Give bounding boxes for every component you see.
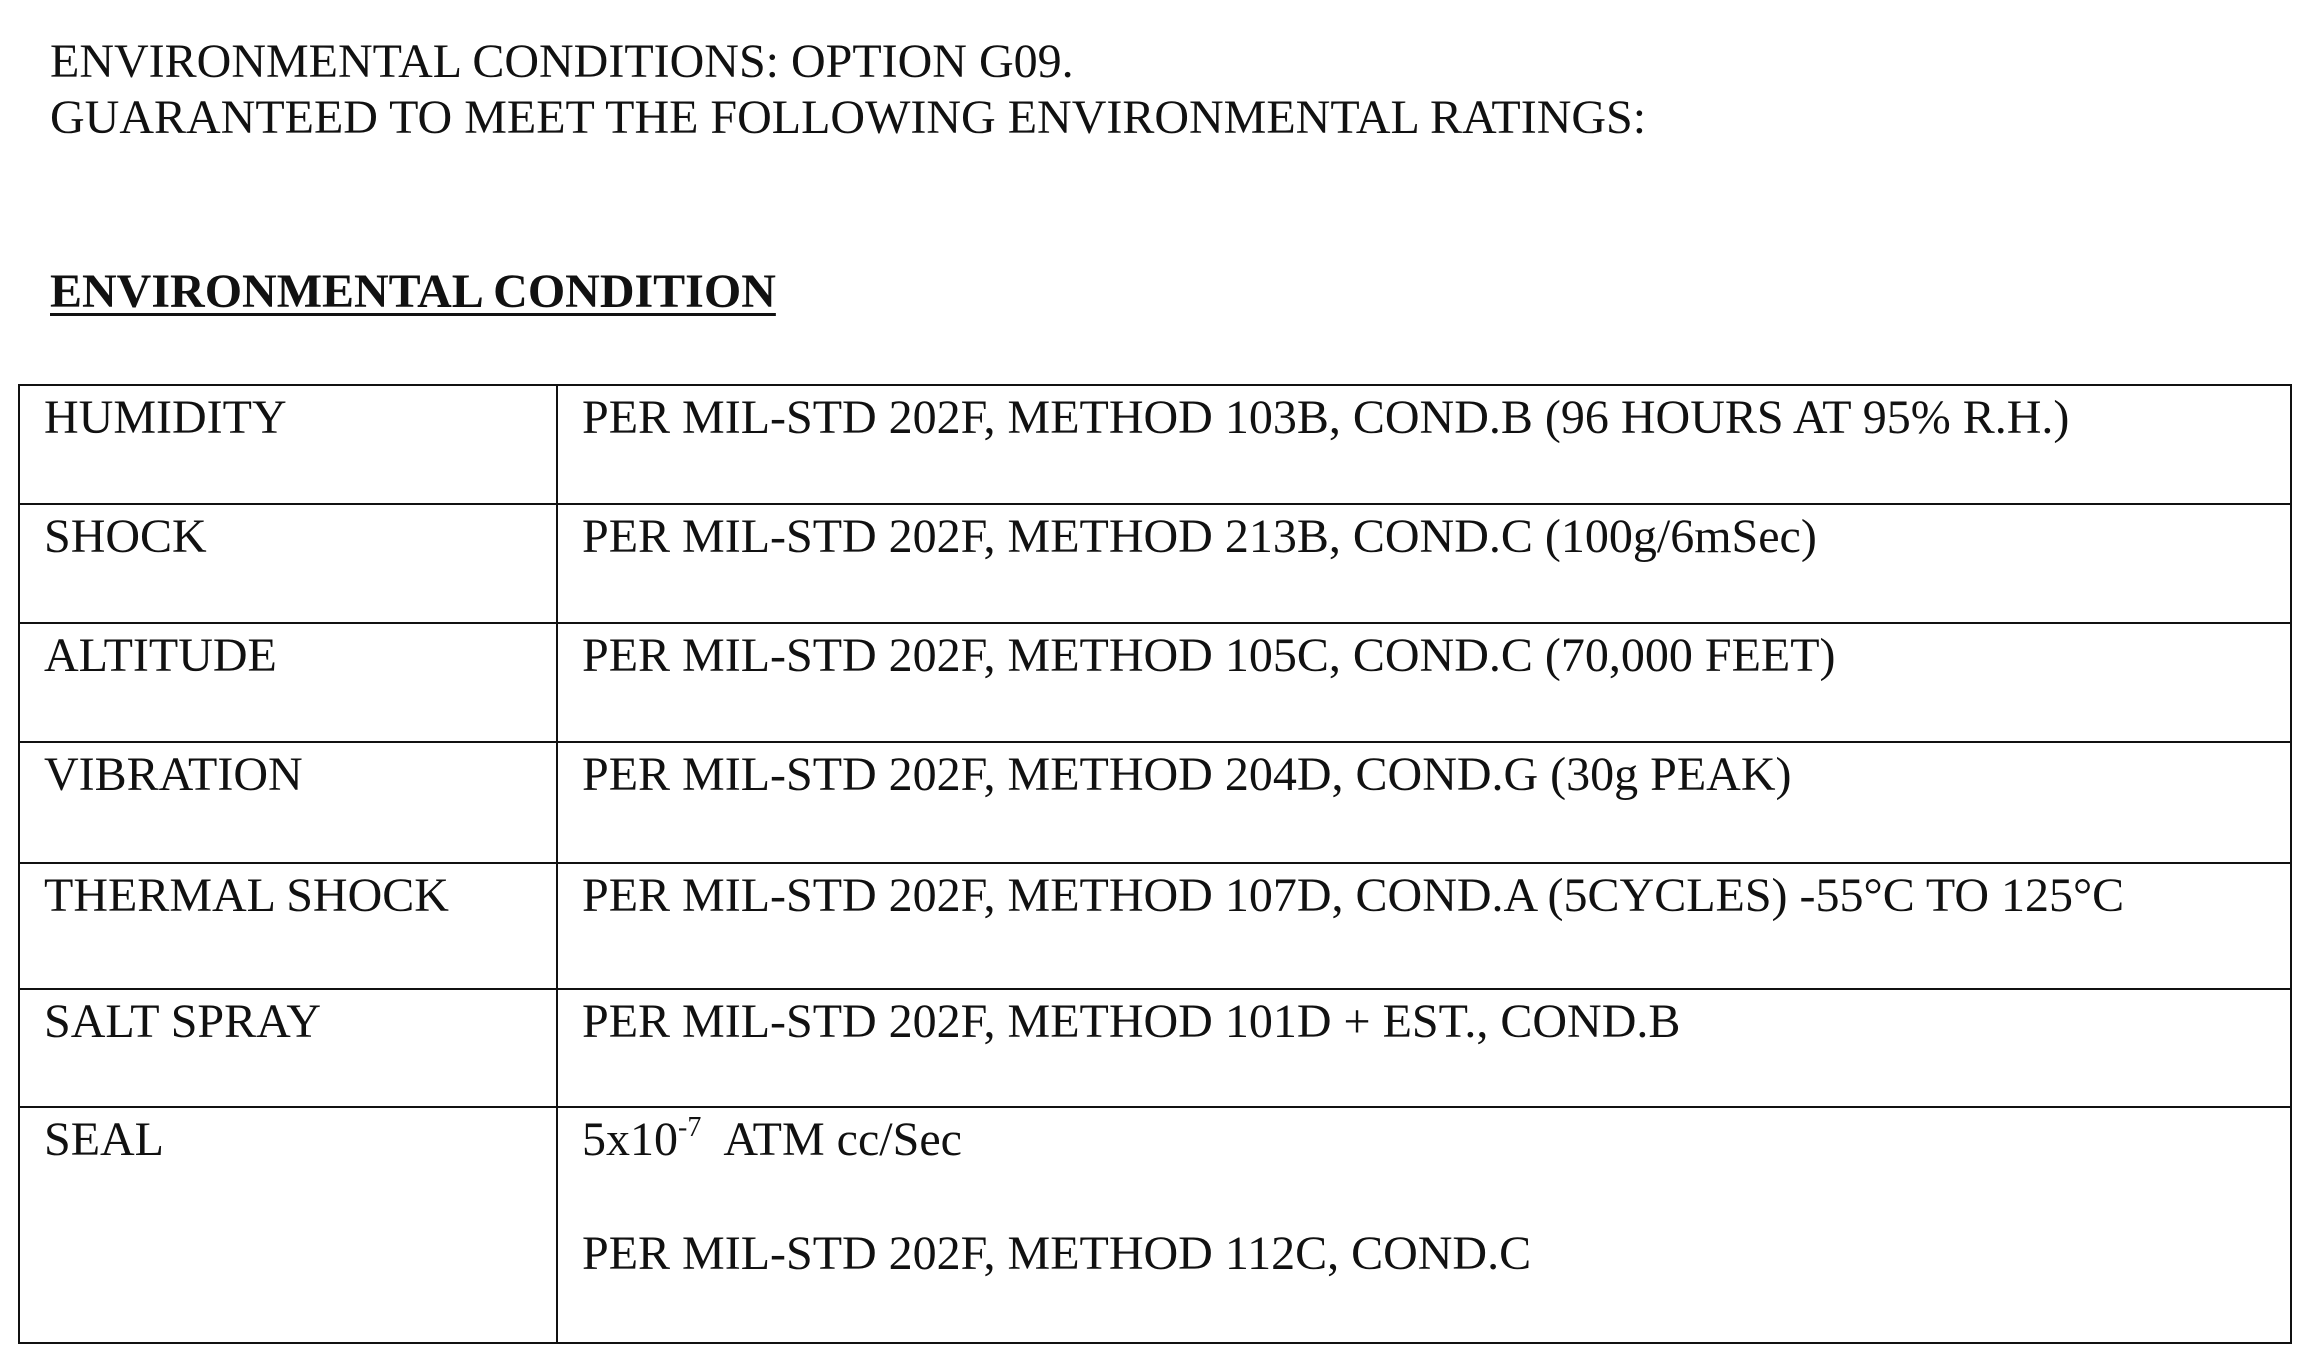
spec-text: PER MIL-STD 202F, METHOD 103B, COND.B (96 HOURS AT 95% R.H.) <box>582 391 2070 444</box>
condition-cell <box>19 742 557 863</box>
spec-text: PER MIL-STD 202F, METHOD 105C, COND.C (70,000 FEET) <box>582 629 1836 682</box>
spec-text: PER MIL-STD 202F, METHOD 204D, COND.G (30g PEAK) <box>582 748 1792 801</box>
condition-cell <box>19 385 557 504</box>
table-row-seal <box>19 1107 2291 1343</box>
condition-label: VIBRATION <box>44 748 303 801</box>
leak-rate-base: 5x10 <box>582 1113 678 1166</box>
intro-line-option: ENVIRONMENTAL CONDITIONS: OPTION G09. <box>50 35 1074 88</box>
spec-cell <box>557 989 2291 1107</box>
section-heading: ENVIRONMENTAL CONDITION <box>50 265 776 318</box>
condition-label: SEAL <box>44 1113 164 1166</box>
table-row <box>19 742 2291 863</box>
condition-label: THERMAL SHOCK <box>44 869 449 922</box>
condition-cell <box>19 623 557 742</box>
table-row <box>19 863 2291 989</box>
condition-cell <box>19 989 557 1107</box>
intro-text <box>50 35 1647 150</box>
spec-cell <box>557 504 2291 623</box>
condition-label: SHOCK <box>44 510 207 563</box>
condition-label: SALT SPRAY <box>44 995 322 1048</box>
spec-cell <box>557 385 2291 504</box>
seal-method-text: PER MIL-STD 202F, METHOD 112C, COND.C <box>582 1227 1532 1280</box>
condition-label: HUMIDITY <box>44 391 287 444</box>
spec-cell <box>557 742 2291 863</box>
spec-cell <box>557 623 2291 742</box>
leak-rate-unit: ATM cc/Sec <box>723 1113 962 1166</box>
condition-cell <box>19 863 557 989</box>
environmental-ratings-table <box>18 384 2292 1344</box>
spec-cell <box>557 1107 2291 1343</box>
table-row <box>19 504 2291 623</box>
table-row <box>19 989 2291 1107</box>
condition-label: ALTITUDE <box>44 629 277 682</box>
leak-rate-exponent: -7 <box>678 1112 702 1143</box>
condition-cell <box>19 1107 557 1343</box>
intro-line-guarantee: GUARANTEED TO MEET THE FOLLOWING ENVIRONMENTAL RATINGS: <box>50 91 1647 144</box>
spec-text: PER MIL-STD 202F, METHOD 101D + EST., COND.B <box>582 995 1681 1048</box>
table-row <box>19 385 2291 504</box>
spec-cell <box>557 863 2291 989</box>
spec-text: PER MIL-STD 202F, METHOD 213B, COND.C (100g/6mSec) <box>582 510 1817 563</box>
condition-cell <box>19 504 557 623</box>
table-row <box>19 623 2291 742</box>
seal-leak-rate <box>582 1108 2266 1164</box>
spec-text: PER MIL-STD 202F, METHOD 107D, COND.A (5CYCLES) -55°C TO 125°C <box>582 869 2125 922</box>
